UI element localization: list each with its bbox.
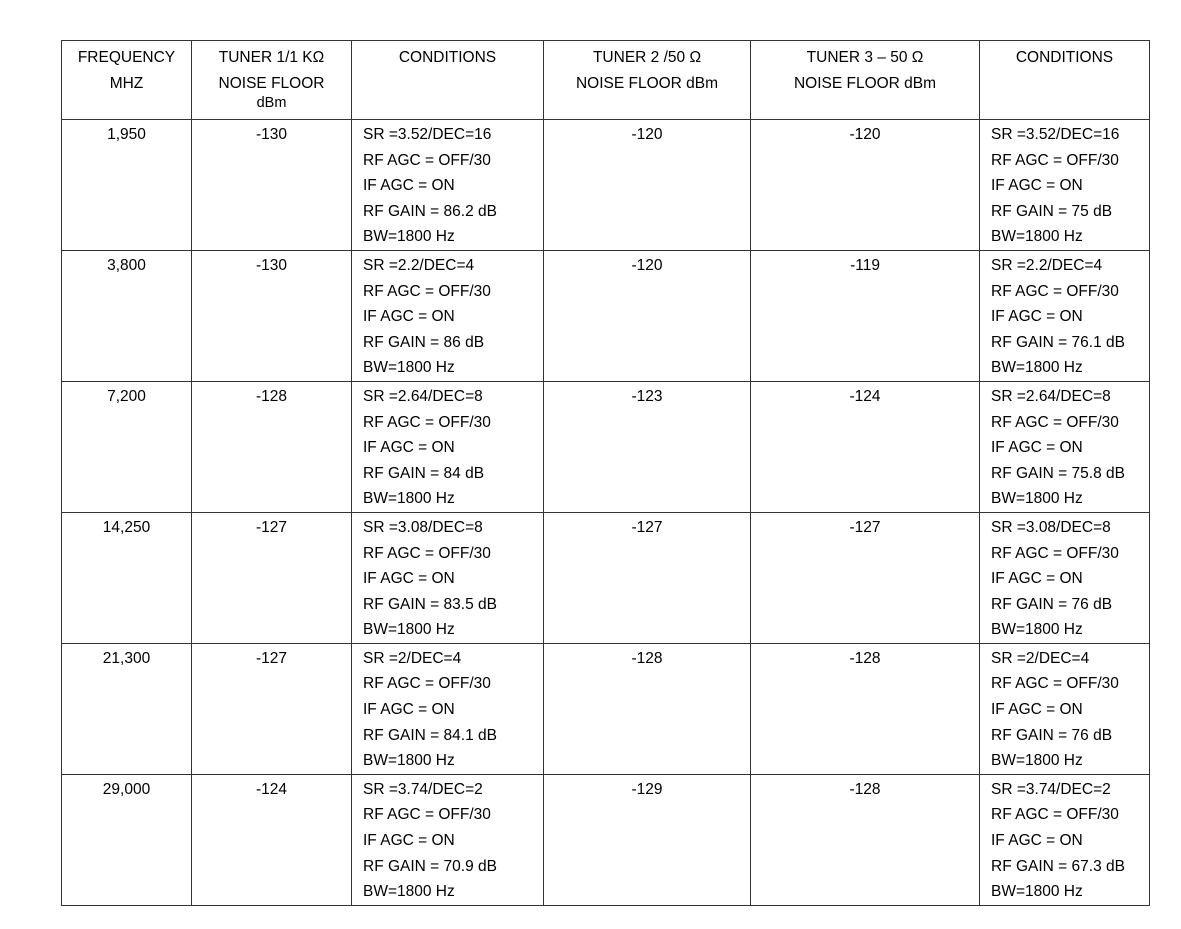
header-frequency [62, 41, 192, 120]
condition-line: IF AGC = ON [363, 701, 455, 719]
conditions-1-cell [352, 512, 544, 643]
tuner2-noise-cell: -127 [544, 512, 751, 643]
table-row [62, 120, 1150, 251]
condition-line: BW=1800 Hz [991, 621, 1083, 639]
condition-line: RF AGC = OFF/30 [363, 413, 491, 431]
tuner3-noise-cell: -128 [751, 643, 980, 774]
condition-line: IF AGC = ON [991, 308, 1083, 326]
condition-line: IF AGC = ON [991, 177, 1083, 195]
condition-line: RF GAIN = 75 dB [991, 202, 1113, 220]
table-row [62, 774, 1150, 905]
header-tuner2-line: NOISE FLOOR dBm [575, 74, 719, 92]
condition-line: RF GAIN = 75.8 dB [991, 464, 1125, 482]
table-header [62, 41, 1150, 120]
condition-line: IF AGC = ON [363, 308, 455, 326]
condition-line: RF AGC = OFF/30 [991, 544, 1119, 562]
conditions-2-cell [980, 381, 1150, 512]
header-tuner1 [192, 41, 352, 120]
header-conditions-2-line: CONDITIONS [1015, 49, 1114, 66]
table-body [62, 120, 1150, 906]
condition-line: RF GAIN = 70.9 dB [363, 857, 497, 875]
condition-line: RF GAIN = 86.2 dB [363, 202, 497, 220]
tuner1-noise-cell: -124 [192, 774, 352, 905]
condition-line: SR =2.64/DEC=8 [363, 387, 483, 405]
tuner3-noise-cell: -120 [751, 120, 980, 251]
header-tuner3-line: NOISE FLOOR dBm [793, 74, 937, 92]
condition-line: SR =3.74/DEC=2 [363, 780, 483, 798]
conditions-2-cell [980, 512, 1150, 643]
noise-floor-table [61, 40, 1150, 906]
condition-line: IF AGC = ON [363, 832, 455, 850]
header-tuner2 [544, 41, 751, 120]
conditions-1-cell [352, 250, 544, 381]
condition-line: RF AGC = OFF/30 [991, 806, 1119, 824]
condition-line: SR =3.52/DEC=16 [991, 126, 1120, 143]
condition-line: BW=1800 Hz [363, 621, 455, 639]
condition-line: RF AGC = OFF/30 [363, 151, 491, 169]
condition-line: SR =3.74/DEC=2 [991, 780, 1111, 798]
tuner2-noise-cell: -120 [544, 120, 751, 251]
condition-line: RF GAIN = 67.3 dB [991, 857, 1125, 875]
condition-line: SR =3.52/DEC=16 [363, 126, 492, 143]
condition-line: BW=1800 Hz [991, 359, 1083, 377]
tuner2-noise-cell: -128 [544, 643, 751, 774]
condition-line: SR =2.2/DEC=4 [363, 256, 475, 274]
condition-line: SR =3.08/DEC=8 [991, 518, 1111, 536]
tuner3-noise-cell: -127 [751, 512, 980, 643]
condition-line: SR =3.08/DEC=8 [363, 518, 483, 536]
header-tuner3 [751, 41, 980, 120]
condition-line: RF GAIN = 84.1 dB [363, 726, 497, 744]
condition-line: RF AGC = OFF/30 [363, 675, 491, 693]
frequency-cell: 3,800 [62, 250, 192, 381]
condition-line: IF AGC = ON [991, 832, 1083, 850]
tuner1-noise-cell: -130 [192, 120, 352, 251]
header-tuner1-line: TUNER 1/1 KΩ [218, 49, 325, 66]
condition-line: BW=1800 Hz [363, 359, 455, 377]
condition-line: RF AGC = OFF/30 [991, 413, 1119, 431]
condition-line: BW=1800 Hz [363, 490, 455, 508]
conditions-2-cell [980, 120, 1150, 251]
condition-line: BW=1800 Hz [991, 228, 1083, 246]
table-row [62, 381, 1150, 512]
header-frequency-line: MHZ [109, 74, 144, 92]
header-tuner1-unit: dBm [256, 95, 287, 112]
condition-line: BW=1800 Hz [991, 752, 1083, 770]
tuner3-noise-cell: -128 [751, 774, 980, 905]
condition-line: RF GAIN = 76.1 dB [991, 333, 1125, 351]
conditions-2-cell [980, 250, 1150, 381]
condition-line: RF GAIN = 83.5 dB [363, 595, 497, 613]
conditions-1-cell [352, 774, 544, 905]
table-row [62, 512, 1150, 643]
condition-line: IF AGC = ON [363, 570, 455, 588]
conditions-2-cell [980, 774, 1150, 905]
condition-line: BW=1800 Hz [991, 883, 1083, 901]
frequency-cell: 14,250 [62, 512, 192, 643]
condition-line: SR =2.2/DEC=4 [991, 256, 1103, 274]
condition-line: BW=1800 Hz [363, 752, 455, 770]
condition-line: RF GAIN = 76 dB [991, 726, 1113, 744]
tuner3-noise-cell: -124 [751, 381, 980, 512]
header-tuner3-line: TUNER 3 – 50 Ω [806, 49, 924, 66]
tuner1-noise-cell: -130 [192, 250, 352, 381]
tuner1-noise-cell: -128 [192, 381, 352, 512]
condition-line: BW=1800 Hz [363, 228, 455, 246]
condition-line: RF GAIN = 76 dB [991, 595, 1113, 613]
tuner2-noise-cell: -129 [544, 774, 751, 905]
header-row [62, 41, 1150, 120]
frequency-cell: 29,000 [62, 774, 192, 905]
condition-line: BW=1800 Hz [363, 883, 455, 901]
header-conditions-2 [980, 41, 1150, 120]
condition-line: SR =2/DEC=4 [991, 649, 1090, 667]
condition-line: RF AGC = OFF/30 [991, 282, 1119, 300]
header-conditions-1 [352, 41, 544, 120]
condition-line: RF AGC = OFF/30 [363, 282, 491, 300]
condition-line: RF GAIN = 84 dB [363, 464, 485, 482]
condition-line: IF AGC = ON [991, 439, 1083, 457]
condition-line: IF AGC = ON [991, 570, 1083, 588]
conditions-2-cell [980, 643, 1150, 774]
condition-line: IF AGC = ON [363, 177, 455, 195]
condition-line: IF AGC = ON [991, 701, 1083, 719]
header-tuner1-line: NOISE FLOOR [218, 74, 325, 92]
tuner2-noise-cell: -123 [544, 381, 751, 512]
condition-line: SR =2/DEC=4 [363, 649, 462, 667]
table-row [62, 643, 1150, 774]
frequency-cell: 1,950 [62, 120, 192, 251]
frequency-cell: 7,200 [62, 381, 192, 512]
table-row [62, 250, 1150, 381]
tuner1-noise-cell: -127 [192, 643, 352, 774]
header-conditions-1-line: CONDITIONS [398, 49, 497, 66]
condition-line: RF AGC = OFF/30 [991, 151, 1119, 169]
header-tuner2-line: TUNER 2 /50 Ω [592, 49, 702, 66]
condition-line: RF AGC = OFF/30 [363, 806, 491, 824]
condition-line: RF GAIN = 86 dB [363, 333, 485, 351]
conditions-1-cell [352, 120, 544, 251]
tuner3-noise-cell: -119 [751, 250, 980, 381]
header-frequency-line: FREQUENCY [77, 49, 176, 66]
conditions-1-cell [352, 381, 544, 512]
frequency-cell: 21,300 [62, 643, 192, 774]
tuner2-noise-cell: -120 [544, 250, 751, 381]
condition-line: BW=1800 Hz [991, 490, 1083, 508]
conditions-1-cell [352, 643, 544, 774]
tuner1-noise-cell: -127 [192, 512, 352, 643]
condition-line: RF AGC = OFF/30 [991, 675, 1119, 693]
condition-line: SR =2.64/DEC=8 [991, 387, 1111, 405]
condition-line: RF AGC = OFF/30 [363, 544, 491, 562]
condition-line: IF AGC = ON [363, 439, 455, 457]
